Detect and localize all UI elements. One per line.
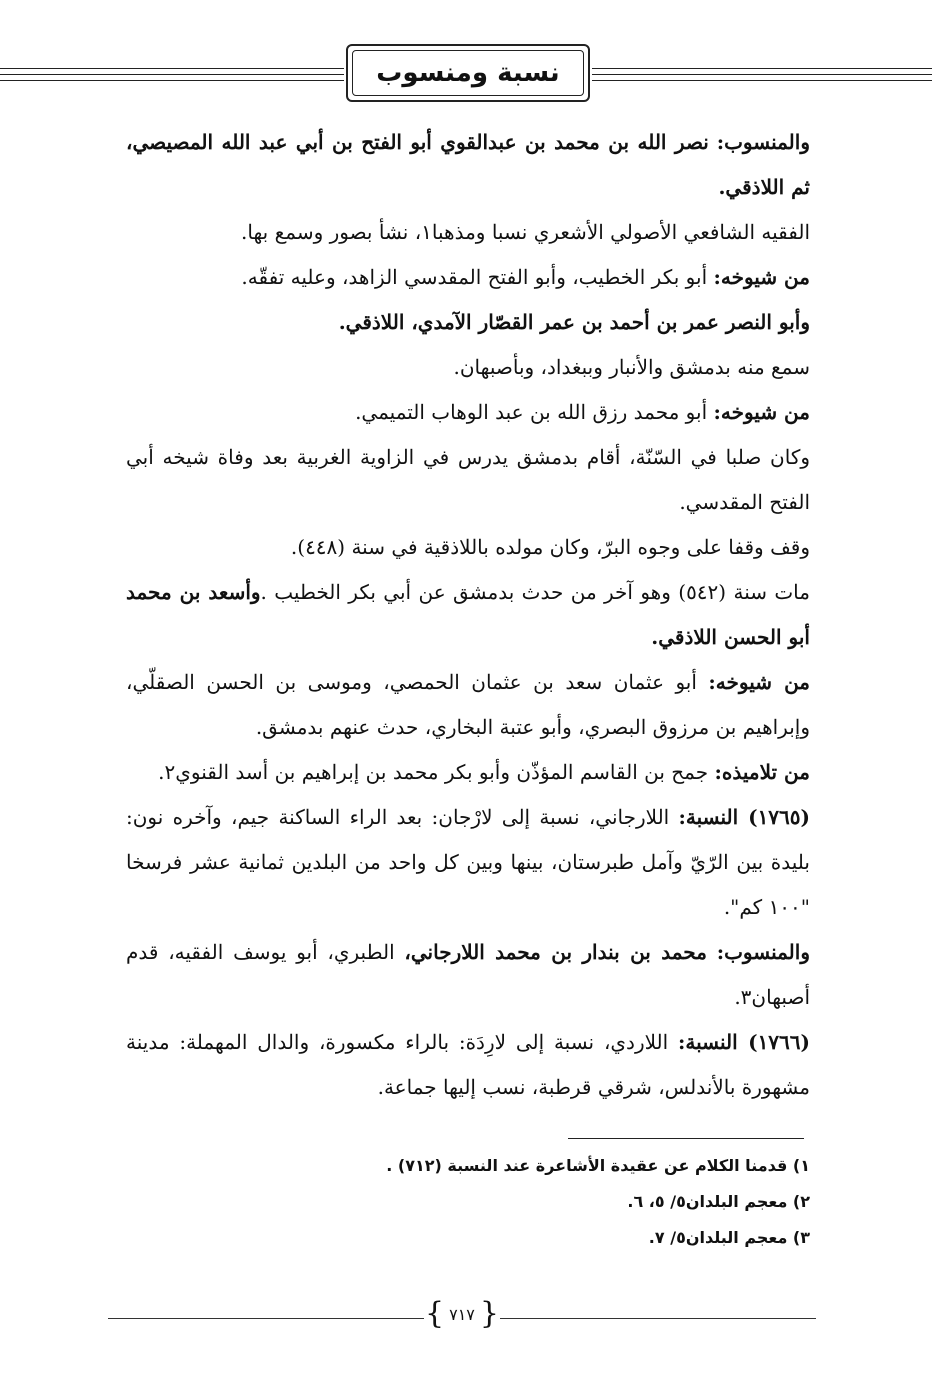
paragraph-12 <box>126 795 810 930</box>
page-number: ٧١٧ <box>449 1305 475 1324</box>
nisba-text: اللاردي، نسبة إلى لارِدَة: بالراء مكسورة، والدال المهملة: مدينة مشهورة بالأندلس، شرقي قرطبة، نسب إليها جماعة. <box>126 1030 810 1099</box>
footnote-2: ٢) معجم البلدان٥/ ٥، ٦. <box>627 1192 810 1211</box>
paragraph-8: وقف وقفا على وجوه البرّ، وكان مولده باللاذقية في سنة (٤٤٨). <box>290 535 810 559</box>
talamidh-text: جمح بن القاسم المؤذّن وأبو بكر محمد بن إبراهيم بن أسد القنوي٢. <box>158 760 709 784</box>
paragraph-10 <box>126 660 810 750</box>
death-text: مات سنة (٥٤٢) وهو آخر من حدث بدمشق عن أبي بكر الخطيب . <box>260 580 810 604</box>
person-name: نصر الله بن محمد بن عبدالقوي أبو الفتح بن أبي عبد الله المصيصي، ثم اللاذقي. <box>126 130 810 199</box>
paragraph-9 <box>126 570 810 660</box>
label-shuyukh: من شيوخه: <box>708 670 811 694</box>
footer-rule-left <box>108 1318 424 1319</box>
person-name: وأسعد بن محمد أبو الحسن اللاذقي. <box>126 580 810 649</box>
footer-rule-right <box>500 1318 816 1319</box>
page-body <box>126 120 810 1110</box>
paragraph-5: سمع منه بدمشق والأنبار وببغداد، وبأصبهان. <box>453 355 810 379</box>
shuyukh-text: أبو عثمان سعد بن عثمان الحمصي، وموسى بن الحسن الصقلّي، وإبراهيم بن مرزوق البصري، وأبو عتبة البخاري، حدث عنهم بدمشق. <box>126 670 810 739</box>
paragraph-14 <box>126 1020 810 1110</box>
footnotes <box>300 1148 810 1256</box>
label-talamidh: من تلاميذه: <box>714 760 810 784</box>
header-rule-left-2 <box>0 74 344 75</box>
header-rule-right-1 <box>592 68 932 69</box>
footnote-3: ٣) معجم البلدان٥/ ٧. <box>648 1228 810 1247</box>
header-rule-right-2 <box>592 74 932 75</box>
person-text: الطبري، أبو يوسف الفقيه، قدم أصبهان٣. <box>126 940 810 1009</box>
label-shuyukh: من شيوخه: <box>713 400 810 424</box>
paragraph-3 <box>126 255 810 300</box>
person-name: محمد بن بندار بن محمد اللارجاني، <box>404 940 707 964</box>
brace-left-icon: { <box>425 1296 445 1331</box>
paragraph-4: وأبو النصر عمر بن أحمد بن عمر القصّار الآمدي، اللاذقي. <box>338 310 810 334</box>
label-mansub: والمنسوب: <box>716 940 810 964</box>
header-title: نسبة ومنسوب <box>352 50 584 96</box>
shuyukh-text: أبو بكر الخطيب، وأبو الفتح المقدسي الزاهد، وعليه تفقّه. <box>241 265 708 289</box>
paragraph-11 <box>126 750 810 795</box>
footnote-1: ١) قدمنا الكلام عن عقيدة الأشاعرة عند النسبة (٧١٢) . <box>386 1156 810 1175</box>
paragraph-2: الفقيه الشافعي الأصولي الأشعري نسبا ومذهبا١، نشأ بصور وسمع بها. <box>241 220 810 244</box>
header-title-frame <box>346 44 590 102</box>
brace-right-icon: } <box>479 1296 499 1331</box>
label-nisba: (١٧٦٥) النسبة: <box>678 805 810 829</box>
label-mansub: والمنسوب: <box>716 130 810 154</box>
paragraph-6 <box>126 390 810 435</box>
header-rule-right-3 <box>592 80 932 81</box>
paragraph-13 <box>126 930 810 1020</box>
label-shuyukh: من شيوخه: <box>713 265 810 289</box>
shuyukh-text: أبو محمد رزق الله بن عبد الوهاب التميمي. <box>355 400 708 424</box>
paragraph-7: وكان صلبا في السّنّة، أقام بدمشق يدرس في الزاوية الغربية بعد وفاة شيخه أبي الفتح المقدسي. <box>126 445 810 514</box>
label-nisba: (١٧٦٦) النسبة: <box>678 1030 810 1054</box>
header-rule-left-3 <box>0 80 344 81</box>
page-number-frame <box>423 1296 501 1333</box>
footnote-rule <box>568 1138 804 1139</box>
paragraph-1 <box>126 120 810 210</box>
header-rule-left-1 <box>0 68 344 69</box>
nisba-text: اللارجاني، نسبة إلى لارْجان: بعد الراء الساكنة جيم، وآخره نون: بليدة بين الرّيّ وآمل طبرستان، بينها وبين كل واحد من البلدين ثمانية عشر فرسخا "١٠٠ كم". <box>126 805 810 919</box>
